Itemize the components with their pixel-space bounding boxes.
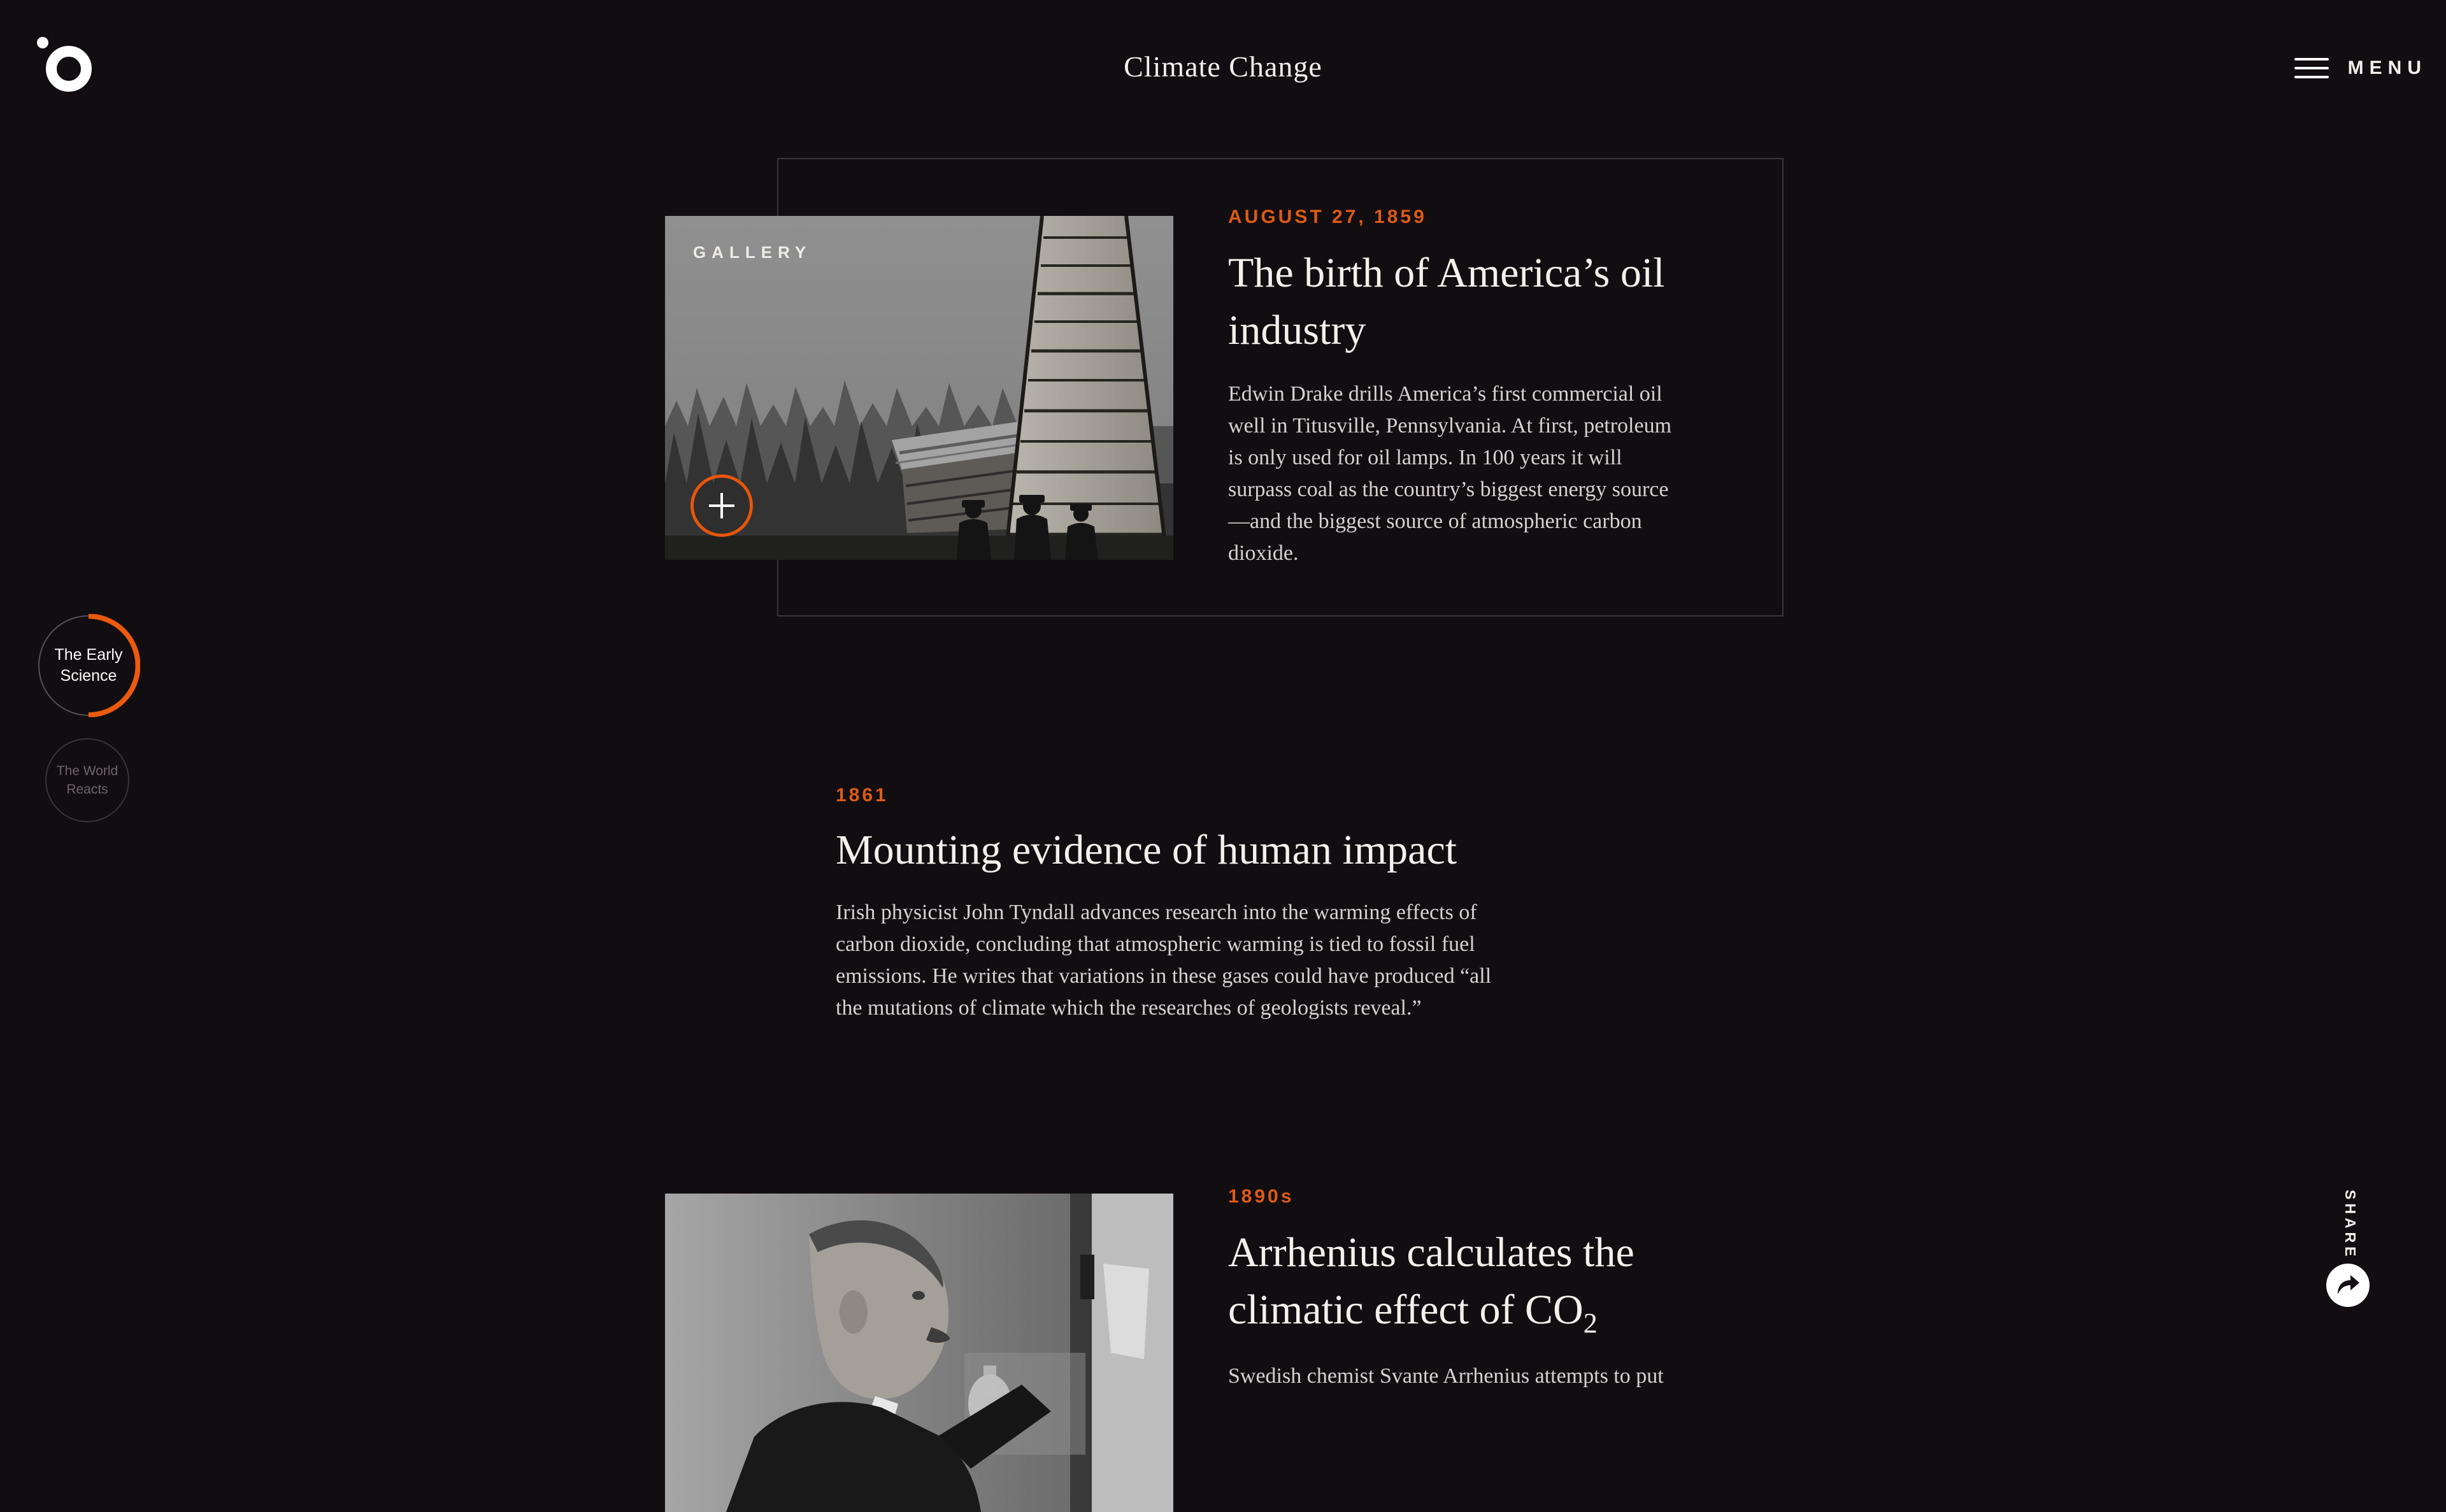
timeline-entry-1859 <box>1228 206 1674 569</box>
photo-arrhenius[interactable] <box>665 1194 1173 1512</box>
arrhenius-photo-illustration <box>665 1194 1173 1512</box>
chapter-nav-world-reacts[interactable] <box>45 738 130 823</box>
entry-body: Irish physicist John Tyndall advances research into the warming effects of carbon dioxide, concluding that atmospheric warming is tied to fossil fuel emissions. He writes that variations in these gases could have produced “all the mutations of climate which the researches of geologists reveal.” <box>836 901 1492 1020</box>
timeline-entry-1861 <box>836 785 1511 1024</box>
menu-label: MENU <box>2347 57 2427 78</box>
chapter-nav-early-science[interactable] <box>37 614 140 717</box>
entry-title: The birth of America’s oil industry <box>1228 250 1665 353</box>
co2-subscript: 2 <box>1583 1308 1598 1339</box>
entry-date: AUGUST 27, 1859 <box>1228 206 1427 227</box>
logo-dot-icon <box>37 37 48 48</box>
entry-date: 1890s <box>1228 1186 1294 1207</box>
menu-button[interactable] <box>2293 53 2428 83</box>
gallery-image-oil-derrick[interactable] <box>665 216 1173 560</box>
share-label: SHARE <box>2342 1190 2359 1260</box>
gallery-label: GALLERY <box>693 243 812 262</box>
share-button[interactable] <box>2326 1264 2370 1307</box>
entry-body: Swedish chemist Svante Arrhenius attempts to put <box>1228 1364 1664 1388</box>
chapter-label: The Early Science <box>54 646 123 685</box>
entry-title: Mounting evidence of human impact <box>836 827 1457 873</box>
share-arrow-icon <box>2335 1274 2361 1297</box>
hamburger-icon <box>2294 58 2329 78</box>
chapter-label: The World Reacts <box>56 764 118 797</box>
share-widget <box>2326 1190 2370 1260</box>
entry-title: Arrhenius calculates the climatic effect of $CO_2$ <box>1228 1229 1634 1339</box>
page-title: Climate Change <box>1124 50 1322 83</box>
expand-gallery-button[interactable] <box>690 474 753 537</box>
entry-body: Edwin Drake drills America’s first commercial oil well in Titusville, Pennsylvania. At first, petroleum is only used for oil lamps. In 100 years it will surpass coal as the country’s biggest energy source—and the biggest source of atmospheric carbon dioxide. <box>1228 382 1672 565</box>
timeline-entry-1890s <box>1228 1186 1664 1392</box>
entry-date: 1861 <box>836 785 889 806</box>
